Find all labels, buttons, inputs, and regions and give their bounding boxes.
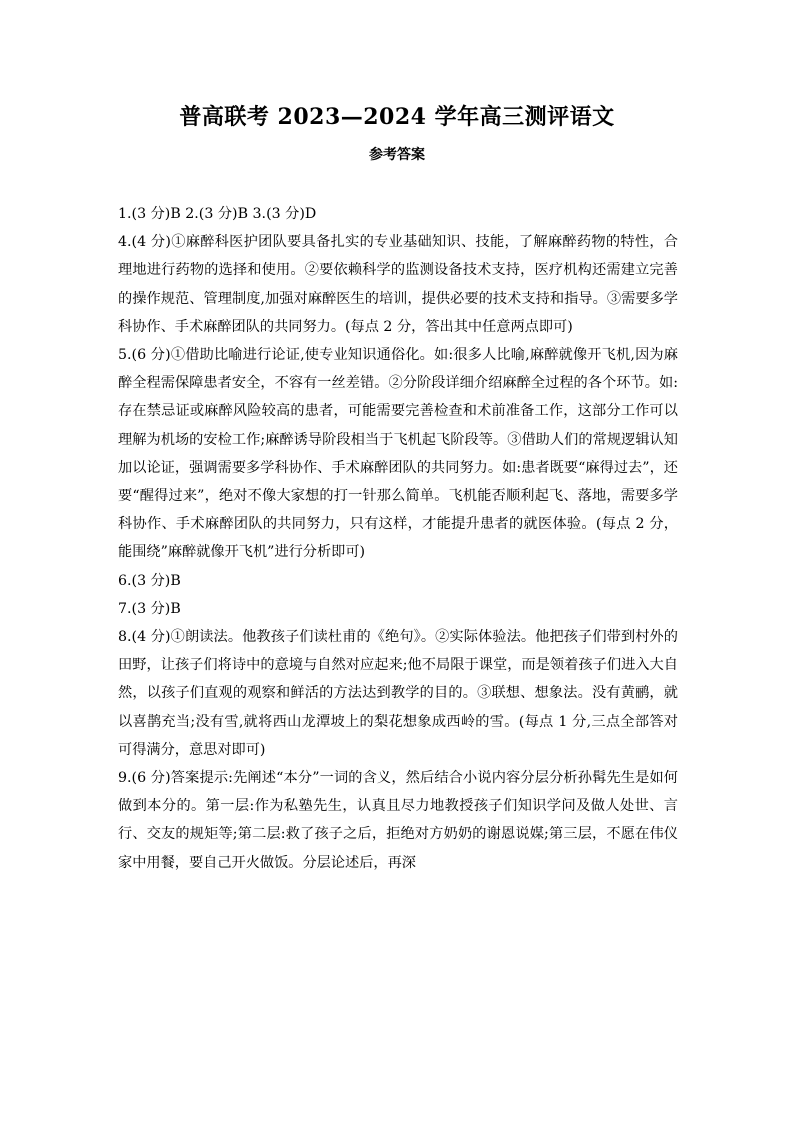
answer-item-9: 9.(6 分)答案提示:先阐述“本分”一词的含义，然后结合小说内容分层分析孙髯先生是如何做到本分的。第一层:作为私塾先生，认真且尽力地教授孩子们知识学问及做人处世、言行、交友的规矩等;第二层:救了孩子之后，拒绝对方奶奶的谢恩说媒;第三层，不愿在伟仪家中用餐，要自己开火做饭。分层论述后，再深: [118, 770, 678, 871]
answer-list: [118, 200, 678, 877]
answer-item-4: 4.(4 分)①麻醉科医护团队要具备扎实的专业基础知识、技能，了解麻醉药物的特性，合理地进行药物的选择和使用。②要依赖科学的监测设备技术支持，医疗机构还需建立完善的操作规范、管理制度,加强对麻醉医生的培训，提供必要的技术支持和指导。③需要多学科协作、手术麻醉团队的共同努力。(每点 2 分，答出其中任意两点即可): [118, 234, 678, 335]
answer-item-7: 7.(3 分)B: [118, 600, 181, 617]
answer-item-8: 8.(4 分)①朗读法。他教孩子们读杜甫的《绝句》。②实际体验法。他把孩子们带到村外的田野，让孩子们将诗中的意境与自然对应起来;他不局限于课堂，而是领着孩子们进入大自然，以孩子们直观的观察和鲜活的方法达到教学的目的。③联想、想象法。没有黄鹂，就以喜鹊充当;没有雪,就将西山龙潭坡上的梨花想象成西岭的雪。(每点 1 分,三点全部答对可得满分，意思对即可): [118, 629, 678, 758]
answer-item-5: 5.(6 分)①借助比喻进行论证,使专业知识通俗化。如:很多人比喻,麻醉就像开飞机,因为麻醉全程需保障患者安全，不容有一丝差错。②分阶段详细介绍麻醉全过程的各个环节。如:存在禁忌证或麻醉风险较高的患者，可能需要完善检查和术前准备工作，这部分工作可以理解为机场的安检工作;麻醉诱导阶段相当于飞机起飞阶段等。③借助人们的常规逻辑认知加以论证，强调需要多学科协作、手术麻醉团队的共同努力。如:患者既要“麻得过去”，还要“醒得过来”，绝对不像大家想的打一针那么简单。飞机能否顺利起飞、落地，需要多学科协作、手术麻醉团队的共同努力，只有这样，才能提升患者的就医体验。(每点 2 分，能围绕”麻醉就像开飞机”进行分析即可): [118, 347, 678, 561]
answer-item-6: 6.(3 分)B: [118, 572, 181, 589]
page-subtitle: 参考答案: [369, 147, 425, 163]
page-title: 普高联考 2023—2024 学年高三测评语文: [179, 104, 615, 130]
answer-item-1-3: 1.(3 分)B 2.(3 分)B 3.(3 分)D: [118, 206, 317, 222]
